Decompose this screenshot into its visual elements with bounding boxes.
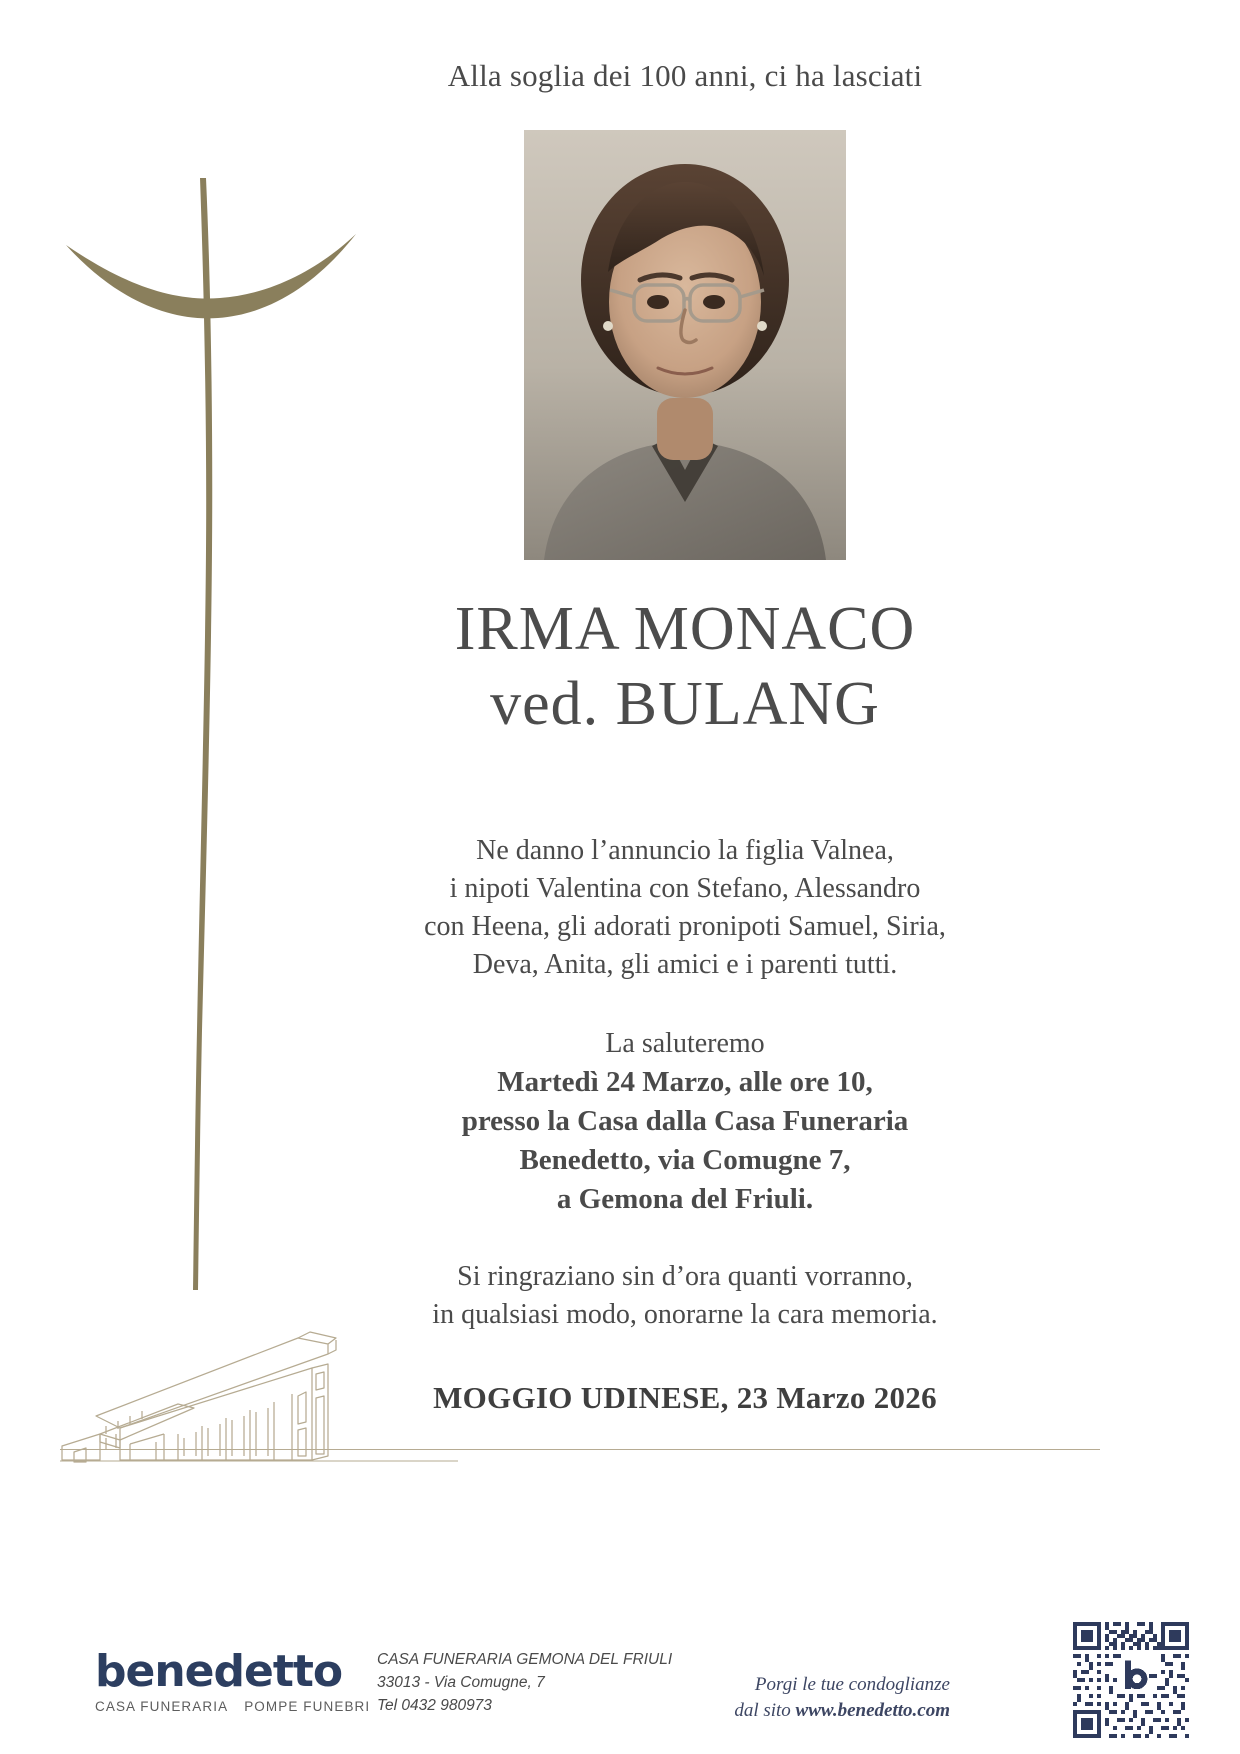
family-line: Deva, Anita, gli amici e i parenti tutti. [472,949,898,980]
service-line: a Gemona del Friuli. [556,1183,814,1215]
thanks-line: in qualsiasi modo, onorarne la cara memoria. [432,1299,938,1330]
thanks-paragraph [300,1258,1070,1334]
footer-divider [60,1449,1100,1450]
family-announcement-paragraph [300,832,1070,984]
service-details [300,1063,1070,1219]
condolences-line2 [700,1698,950,1724]
deceased-name-line2: ved. BULANG [490,670,880,738]
logo-tagline-1: CASA FUNERARIA [95,1699,229,1714]
contact-line: 33013 - Via Comugne, 7 [377,1674,545,1691]
condolences-note [700,1672,950,1724]
condolences-prefix: dal sito [734,1700,796,1721]
contact-line: Tel 0432 980973 [377,1697,492,1714]
service-intro: La saluteremo [605,1028,765,1059]
logo-tagline [95,1699,371,1714]
benedetto-logo [95,1646,371,1714]
contact-details [377,1648,697,1717]
family-line: con Heena, gli adorati pronipoti Samuel, Siria, [424,911,946,942]
funeral-home-building-icon [60,1330,460,1465]
service-line: presso la Casa dalla Casa Funeraria [461,1105,909,1137]
service-line: Benedetto, via Comugne 7, [519,1144,851,1176]
family-line: i nipoti Valentina con Stefano, Alessandro [449,873,921,904]
service-line: Martedì 24 Marzo, alle ore 10, [497,1066,873,1098]
condolences-line1: Porgi le tue condoglianze [754,1674,950,1695]
logo-wordmark: benedetto [95,1646,343,1697]
deceased-name-line1: IRMA MONACO [454,595,916,663]
service-details-paragraph [300,1025,1070,1219]
headline-text: Alla soglia dei 100 anni, ci ha lasciati [447,58,923,93]
qr-code-icon[interactable] [1073,1622,1189,1738]
contact-line: CASA FUNERARIA GEMONA DEL FRIULI [377,1651,673,1668]
family-line: Ne danno l’annuncio la figlia Valnea, [476,835,894,866]
logo-tagline-2: POMPE FUNEBRI [244,1699,371,1714]
thanks-line: Si ringraziano sin d’ora quanti vorranno, [457,1261,913,1292]
portrait-photo [524,130,846,560]
place-and-date: MOGGIO UDINESE, 23 Marzo 2026 [433,1380,937,1415]
deceased-name [300,592,1070,742]
website-link[interactable]: www.benedetto.com [795,1700,950,1721]
